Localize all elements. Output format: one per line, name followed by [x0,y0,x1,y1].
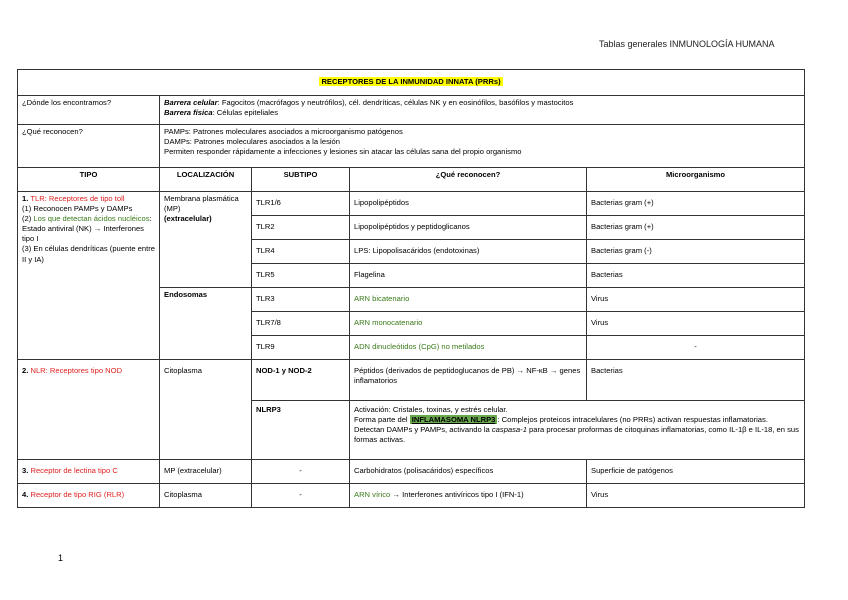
rig-type-cell [18,484,160,508]
reconocen-cell: LPS: Lipopolisacáridos (endotoxinas) [350,240,587,264]
micro-cell: Bacterias gram (+) [587,216,805,240]
barrera-celular-text: : Fagocitos (macrófagos y neutrófilos), cél. dendríticas, células NK y en eosinófilos, basófilos y mastocitos [217,98,574,107]
donde-label: ¿Dónde los encontramos? [18,96,160,125]
col-que-reconocen: ¿Qué reconocen? [350,168,587,192]
tlr-desc-2-num: (2) [22,214,32,224]
micro-cell: - [587,336,805,360]
micro-cell: Virus [587,288,805,312]
rig-sub: - [252,484,350,508]
tlr-name: TLR: Receptores de tipo toll [30,194,125,203]
reconocen-cell: Lipopolipéptidos [350,192,587,216]
micro-cell: Virus [587,312,805,336]
loc-membrane-extracelular: (extracelular) [164,214,212,224]
barrera-fisica-text: : Células epiteliales [212,108,278,118]
nlr-activacion: Activación: Cristales, toxinas, y estrés celular. [354,405,508,414]
subtipo-cell: TLR9 [252,336,350,360]
tlr-type-cell [18,192,160,360]
que-content [160,125,805,168]
micro-cell: Bacterias gram (+) [587,192,805,216]
reconocen-cell: Flagelina [350,264,587,288]
barrera-celular-label: Barrera celular [164,98,218,107]
table-row [18,484,805,508]
nlr-sub-2: NLRP3 [252,401,350,460]
column-header-row [18,168,805,192]
nlr-type-cell [18,360,160,460]
subtipo-cell: TLR4 [252,240,350,264]
micro-cell: Bacterias [587,264,805,288]
nlr-complejos: : Complejos proteicos intracelulares (no PRRs) activan respuestas inflamatorias. Detectan DAMPs y PAMPs, activando la [354,415,768,435]
col-tipo: TIPO [18,168,160,192]
subtipo-cell: TLR1/6 [252,192,350,216]
reconocen-cell: ADN dinucleótidos (CpG) no metilados [350,336,587,360]
subtipo-cell: TLR2 [252,216,350,240]
nlr-loc: Citoplasma [160,360,252,460]
prr-table [17,69,805,508]
nlr-num: 2. [22,366,29,375]
caspasa-text: caspasa-1 [491,425,527,435]
rig-loc: Citoplasma [160,484,252,508]
lectina-rec: Carbohidratos (polisacáridos) específicos [350,460,587,484]
rig-name: Receptor de tipo RIG (RLR) [30,490,125,500]
que-label: ¿Qué reconocen? [18,125,160,168]
subtipo-cell: TLR3 [252,288,350,312]
tlr-loc-membrane [160,192,252,288]
rig-rec-rest: → Interferones antivíricos tipo I (IFN-1) [390,490,524,500]
donde-content [160,96,805,125]
micro-cell: Bacterias gram (-) [587,240,805,264]
reconocen-cell: Lipopolipéptidos y peptidoglicanos [350,216,587,240]
loc-membrane-text: Membrana plasmática (MP) [164,194,239,214]
tlr-desc-2-green: Los que detectan ácidos nucléicos [33,214,150,224]
tlr-loc-endosomas: Endosomas [160,288,252,360]
lectina-loc: MP (extracelular) [160,460,252,484]
nlr-rec-2 [350,401,805,460]
lectina-name: Receptor de lectina tipo C [30,466,118,476]
rig-micro: Virus [587,484,805,508]
subtipo-cell: TLR7/8 [252,312,350,336]
nlr-name: NLR: Receptores tipo NOD [30,366,123,375]
table-title: RECEPTORES DE LA INMUNIDAD INNATA (PRRs) [321,77,501,87]
table-title-cell [18,70,805,96]
nlr-micro-1: Bacterias [587,360,805,401]
reconocen-cell: ARN monocatenario [350,312,587,336]
barrera-fisica-label: Barrera física [164,108,213,118]
rig-rec-green: ARN vírico [354,490,391,500]
col-localizacion: LOCALIZACIÓN [160,168,252,192]
lectina-type-cell [18,460,160,484]
que-line: Permiten responder rápidamente a infecciones y lesiones sin atacar las células sana del propio organismo [164,147,522,157]
inflamasoma-highlight: INFLAMASOMA NLRP3 [411,415,496,425]
table-row [18,360,805,401]
page-header: Tablas generales INMUNOLOGÍA HUMANA [599,39,775,49]
tlr-desc-2-rest: : Estado antiviral (NK) → Interferones tipo I [22,214,152,244]
nlr-rec-1: Péptidos (derivados de peptidoglucanos de PB) → NF-κB → genes inflamatorios [350,360,587,401]
subtipo-cell: TLR5 [252,264,350,288]
reconocen-cell: ARN bicatenario [350,288,587,312]
table-row [18,460,805,484]
col-subtipo: SUBTIPO [252,168,350,192]
que-line: DAMPs: Patrones moleculares asociados a la lesión [164,137,341,147]
nlr-proformas: para procesar proformas de citoquinas inflamatorias, como IL-1β e IL-18, en sus formas activas. [354,425,799,445]
nlr-forma-parte: Forma parte del [354,415,410,425]
lectina-micro: Superficie de patógenos [587,460,805,484]
tlr-desc-3: (3) En células dendríticas (puente entre II y IA) [22,244,155,264]
nlr-sub-1: NOD-1 y NOD-2 [252,360,350,401]
que-line: PAMPs: Patrones moleculares asociados a microorganismo patógenos [164,127,403,136]
rig-rec [350,484,587,508]
col-microorganismo: Microorganismo [587,168,805,192]
rig-num: 4. [22,490,29,500]
lectina-sub: - [252,460,350,484]
lectina-num: 3. [22,466,29,476]
table-row [18,192,805,216]
tlr-num: 1. [22,194,29,203]
page-number: 1 [58,553,64,563]
tlr-desc-1: (1) Reconocen PAMPs y DAMPs [22,204,133,214]
